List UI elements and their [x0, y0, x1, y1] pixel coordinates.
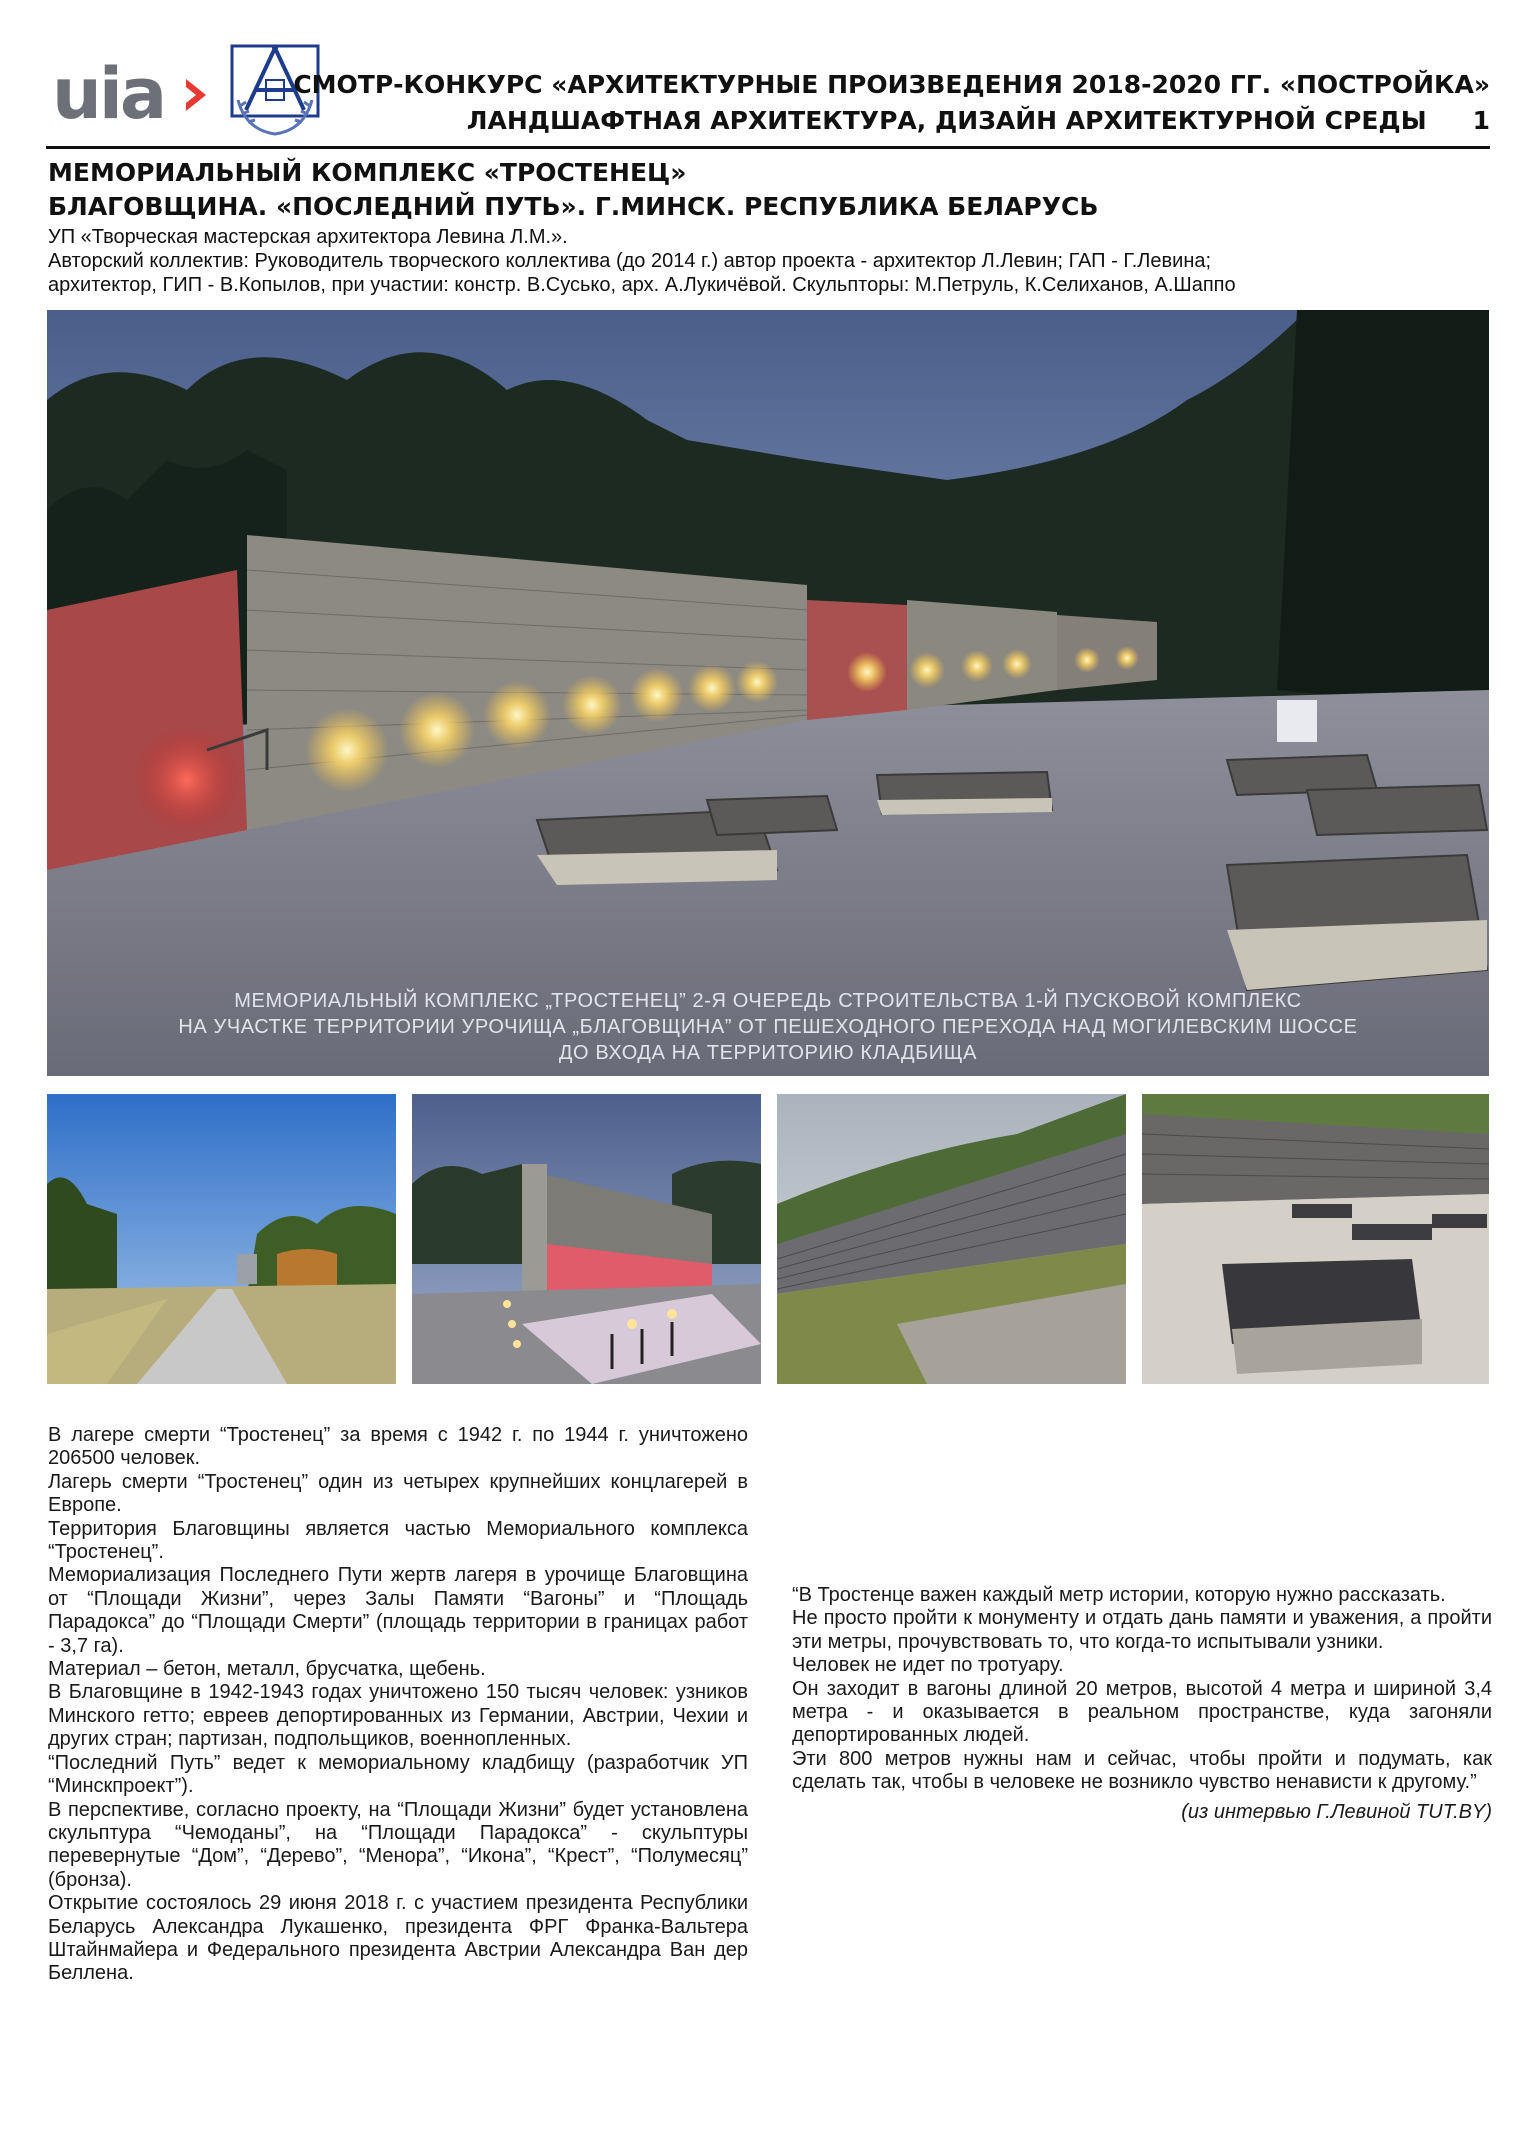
paragraph: Открытие состоялось 29 июня 2018 г. с участием президента Республики Беларусь Александра Лукашенко, президента ФРГ Франка-Вальтера Штайнмайера и Федерального президента Австрии Александра Ван дер Беллена.	[48, 1892, 748, 1985]
project-title: МЕМОРИАЛЬНЫЙ КОМПЛЕКС «ТРОСТЕНЕЦ»	[48, 158, 687, 187]
caption-line-3: ДО ВХОДА НА ТЕРРИТОРИЮ КЛАДБИЩА	[558, 1042, 978, 1064]
paragraph: В перспективе, согласно проекту, на “Площади Жизни” будет установлена скульптура “Чемоданы”, на “Площади Парадокса” - скульптуры перевернутые “Дом”, “Дерево”, “Менора”, “Икона”, “Крест”, “Полумесяц” (бронза).	[48, 1798, 748, 1891]
description-column	[48, 1424, 748, 1986]
paragraph: Мемориализация Последнего Пути жертв лагеря в урочище Благовщина от “Площади Жизни”, через Залы Памяти “Вагоны” и “Площадь Парадокса” до “Площади Смерти” (площадь территории в границах работ - 3,7 га).	[48, 1564, 748, 1657]
main-photo-evening-memorial	[47, 310, 1489, 1076]
quote-paragraph: Человек не идет по тротуару.	[792, 1654, 1064, 1677]
quote-source: (из интервью Г.Левиной TUT.BY)	[1181, 1800, 1492, 1823]
paragraph: Лагерь смерти “Тростенец” один из четырех крупнейших концлагерей в Европе.	[48, 1470, 748, 1517]
caption-line-1: МЕМОРИАЛЬНЫЙ КОМПЛЕКС „ТРОСТЕНЕЦ” 2-Я ОЧЕРЕДЬ СТРОИТЕЛЬСТВА 1-Й ПУСКОВОЙ КОМПЛЕКС	[234, 990, 1302, 1012]
paragraph: “Последний Путь” ведет к мемориальному кладбищу (разработчик УП “Минскпроект”).	[48, 1751, 748, 1798]
contest-title: СМОТР-КОНКУРС «АРХИТЕКТУРНЫЕ ПРОИЗВЕДЕНИЯ 2018-2020 ГГ. «ПОСТРОЙКА»	[293, 70, 1490, 99]
header-divider	[46, 146, 1490, 149]
interview-quote-column	[792, 1584, 1492, 1824]
photo-benches-plaza-day	[1142, 1094, 1489, 1384]
project-subtitle: БЛАГОВЩИНА. «ПОСЛЕДНИЙ ПУТЬ». Г.МИНСК. РЕСПУБЛИКА БЕЛАРУСЬ	[48, 192, 1099, 221]
paragraph: Материал – бетон, металл, брусчатка, щебень.	[48, 1658, 486, 1681]
page-number: 1	[1472, 106, 1490, 135]
quote-paragraph: Эти 800 метров нужны нам и сейчас, чтобы пройти и подумать, как сделать так, чтобы в человеке не возникло чувство ненависти к другому.”	[792, 1747, 1492, 1794]
uia-logo-text: uia	[52, 53, 165, 135]
uia-logo	[52, 53, 202, 135]
photo-illuminated-wall-ramp	[412, 1094, 761, 1384]
chevron-right-icon	[182, 76, 210, 114]
project-authors-line-2: архитектор, ГИП - В.Копылов, при участии: констр. В.Сусько, арх. А.Лукичёвой. Скульпторы: М.Петруль, К.Селиханов, А.Шаппо	[48, 274, 1236, 296]
category-name: ЛАНДШАФТНАЯ АРХИТЕКТУРА, ДИЗАЙН АРХИТЕКТУРНОЙ СРЕДЫ	[466, 106, 1427, 135]
photo-wall-aerial-day	[777, 1094, 1126, 1384]
paragraph: Территория Благовщины является частью Мемориального комплекса “Тростенец”.	[48, 1517, 748, 1564]
project-authors-line-1: Авторский коллектив: Руководитель творческого коллектива (до 2014 г.) автор проекта - архитектор Л.Левин; ГАП - Г.Левина;	[48, 250, 1212, 272]
paragraph: В лагере смерти “Тростенец” за время с 1942 г. по 1944 г. уничтожено 206500 человек.	[48, 1424, 748, 1470]
contest-category	[467, 106, 1490, 135]
project-organization: УП «Творческая мастерская архитектора Левина Л.М.».	[48, 226, 568, 248]
quote-paragraph: “В Тростенце важен каждый метр истории, которую нужно рассказать.	[792, 1584, 1446, 1606]
quote-paragraph: Он заходит в вагоны длиной 20 метров, высотой 4 метра и шириной 3,4 метра - и оказывается в реальном пространстве, куда загоняли депортированных людей.	[792, 1677, 1492, 1747]
paragraph: В Благовщине в 1942-1943 годах уничтожено 150 тысяч человек: узников Минского гетто; евреев депортированных из Германии, Австрии, Чехии и других стран; партизан, подпольщиков, военнопленных.	[48, 1681, 748, 1751]
main-photo-caption	[47, 988, 1489, 1066]
photo-pathway-daylight	[47, 1094, 396, 1384]
caption-line-2: НА УЧАСТКЕ ТЕРРИТОРИИ УРОЧИЩА „БЛАГОВЩИНА” ОТ ПЕШЕХОДНОГО ПЕРЕХОДА НАД МОГИЛЕВСКИМ ШОССЕ	[178, 1016, 1358, 1038]
quote-paragraph: Не просто пройти к монументу и отдать дань памяти и уважения, а пройти эти метры, прочувствовать то, что когда-то испытывали узники.	[792, 1607, 1492, 1653]
